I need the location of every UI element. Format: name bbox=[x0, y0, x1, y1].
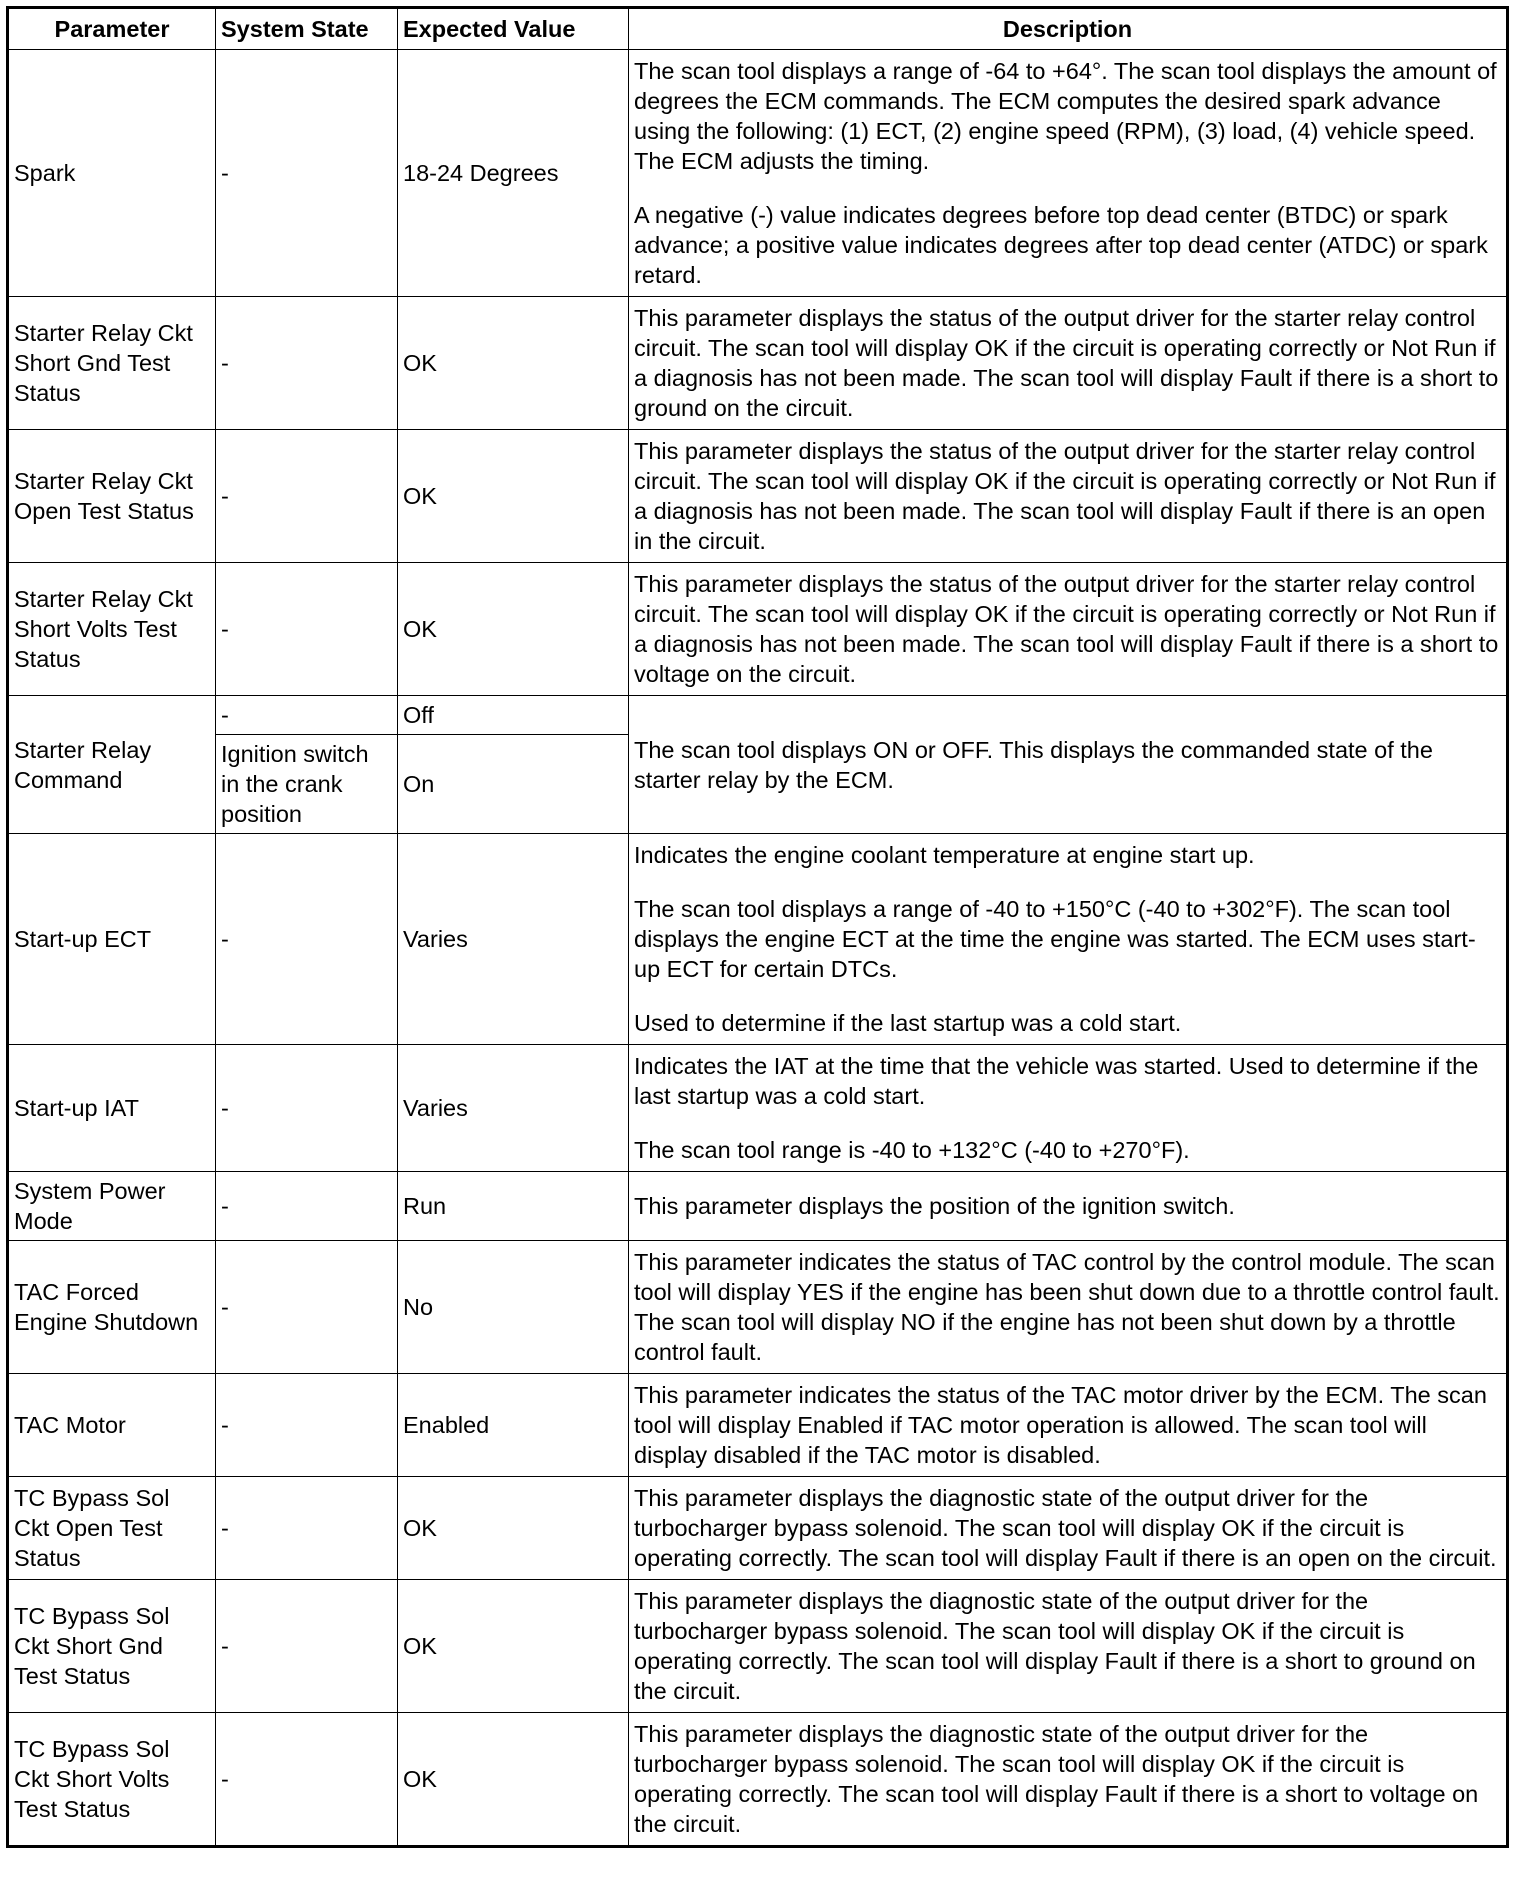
cell-system-state: - bbox=[216, 1477, 398, 1580]
description-paragraph: This parameter displays the diagnostic state of the output driver for the turbocharger bypass solenoid. The scan tool will display OK if the circuit is operating correctly. The scan tool will display Fault if there is a short to voltage on the circuit. bbox=[634, 1721, 1479, 1837]
cell-system-state: - bbox=[216, 297, 398, 430]
description-paragraph: A negative (-) value indicates degrees before top dead center (BTDC) or spark advance; a positive value indicates degrees after top dead center (ATDC) or spark retard. bbox=[634, 202, 1488, 288]
cell-expected-value: Varies bbox=[398, 1045, 629, 1172]
header-parameter: Parameter bbox=[8, 8, 216, 50]
cell-system-state: - bbox=[216, 834, 398, 1045]
description-paragraph: This parameter indicates the status of the TAC motor driver by the ECM. The scan tool will display Enabled if TAC motor operation is allowed. The scan tool will display disabled if the TAC motor is disabled. bbox=[634, 1382, 1487, 1468]
cell-expected-value: OK bbox=[398, 563, 629, 696]
cell-expected-value: OK bbox=[398, 297, 629, 430]
cell-system-state: - bbox=[216, 430, 398, 563]
cell-description bbox=[629, 1374, 1508, 1477]
description-paragraph: The scan tool range is -40 to +132°C (-40 to +270°F). bbox=[634, 1137, 1190, 1163]
cell-description bbox=[629, 834, 1508, 1045]
description-paragraph: The scan tool displays ON or OFF. This displays the commanded state of the starter relay by the ECM. bbox=[634, 736, 1433, 793]
cell-parameter: Starter Relay Ckt Short Volts Test Status bbox=[8, 563, 216, 696]
description-paragraph: Used to determine if the last startup was a cold start. bbox=[634, 1010, 1182, 1036]
table-row bbox=[8, 1477, 1508, 1580]
cell-description bbox=[629, 563, 1508, 696]
table-row bbox=[8, 1580, 1508, 1713]
description-paragraph: This parameter displays the status of the output driver for the starter relay control circuit. The scan tool will display OK if the circuit is operating correctly or Not Run if a diagnosis has not been made. The scan tool will display Fault if there is a short to ground on the circuit. bbox=[634, 305, 1499, 421]
table-row bbox=[8, 1374, 1508, 1477]
description-paragraph: This parameter displays the status of the output driver for the starter relay control circuit. The scan tool will display OK if the circuit is operating correctly or Not Run if a diagnosis has not been made. The scan tool will display Fault if there is a short to voltage on the circuit. bbox=[634, 571, 1499, 687]
header-row bbox=[8, 8, 1508, 50]
cell-parameter: TC Bypass Sol Ckt Short Volts Test Status bbox=[8, 1713, 216, 1847]
cell-expected-value: Run bbox=[398, 1172, 629, 1241]
cell-system-state: - bbox=[216, 50, 398, 297]
cell-description bbox=[629, 696, 1508, 834]
header-expected-value: Expected Value bbox=[398, 8, 629, 50]
cell-parameter: TAC Forced Engine Shutdown bbox=[8, 1241, 216, 1374]
cell-description bbox=[629, 430, 1508, 563]
cell-description bbox=[629, 1713, 1508, 1847]
cell-parameter: Start-up ECT bbox=[8, 834, 216, 1045]
cell-system-state: - bbox=[216, 563, 398, 696]
header-system-state: System State bbox=[216, 8, 398, 50]
table-row bbox=[8, 297, 1508, 430]
table-row bbox=[8, 1241, 1508, 1374]
cell-expected-value: Off bbox=[398, 696, 629, 735]
cell-parameter: Spark bbox=[8, 50, 216, 297]
table-row bbox=[8, 1713, 1508, 1847]
cell-parameter: TAC Motor bbox=[8, 1374, 216, 1477]
cell-system-state: - bbox=[216, 1241, 398, 1374]
cell-system-state: Ignition switch in the crank position bbox=[216, 735, 398, 834]
parameter-table bbox=[6, 6, 1509, 1848]
description-paragraph: This parameter indicates the status of TAC control by the control module. The scan tool will display YES if the engine has been shut down due to a throttle control fault. The scan tool will display NO if the engine has not been shut down by a throttle control fault. bbox=[634, 1249, 1500, 1365]
cell-expected-value: OK bbox=[398, 1580, 629, 1713]
cell-system-state: - bbox=[216, 1580, 398, 1713]
cell-description bbox=[629, 50, 1508, 297]
cell-expected-value: Varies bbox=[398, 834, 629, 1045]
description-paragraph: Indicates the IAT at the time that the vehicle was started. Used to determine if the last startup was a cold start. bbox=[634, 1053, 1479, 1109]
cell-expected-value: OK bbox=[398, 1477, 629, 1580]
table-row bbox=[8, 696, 1508, 735]
description-paragraph: The scan tool displays a range of -40 to +150°C (-40 to +302°F). The scan tool displays the engine ECT at the time the engine was started. The ECM uses start-up ECT for certain DTCs. bbox=[634, 896, 1476, 982]
description-paragraph: The scan tool displays a range of -64 to +64°. The scan tool displays the amount of degrees the ECM commands. The ECM computes the desired spark advance using the following: (1) ECT, (2) engine speed (RPM), (3) load, (4) vehicle speed. The ECM adjusts the timing. bbox=[634, 58, 1497, 174]
description-paragraph: Indicates the engine coolant temperature at engine start up. bbox=[634, 842, 1255, 868]
table-row bbox=[8, 834, 1508, 1045]
cell-description bbox=[629, 1045, 1508, 1172]
cell-description bbox=[629, 297, 1508, 430]
cell-parameter: TC Bypass Sol Ckt Open Test Status bbox=[8, 1477, 216, 1580]
description-paragraph: This parameter displays the diagnostic state of the output driver for the turbocharger bypass solenoid. The scan tool will display OK if the circuit is operating correctly. The scan tool will display Fault if there is an open on the circuit. bbox=[634, 1485, 1497, 1571]
description-paragraph: This parameter displays the diagnostic state of the output driver for the turbocharger bypass solenoid. The scan tool will display OK if the circuit is operating correctly. The scan tool will display Fault if there is a short to ground on the circuit. bbox=[634, 1588, 1476, 1704]
cell-expected-value: No bbox=[398, 1241, 629, 1374]
table-row bbox=[8, 430, 1508, 563]
cell-expected-value: OK bbox=[398, 1713, 629, 1847]
cell-parameter: Starter Relay Command bbox=[8, 696, 216, 834]
description-paragraph: This parameter displays the position of the ignition switch. bbox=[634, 1193, 1235, 1219]
cell-expected-value: On bbox=[398, 735, 629, 834]
cell-description bbox=[629, 1172, 1508, 1241]
cell-system-state: - bbox=[216, 1713, 398, 1847]
cell-expected-value: OK bbox=[398, 430, 629, 563]
header-description: Description bbox=[629, 8, 1508, 50]
cell-expected-value: 18-24 Degrees bbox=[398, 50, 629, 297]
cell-parameter: Start-up IAT bbox=[8, 1045, 216, 1172]
table-row bbox=[8, 1045, 1508, 1172]
cell-description bbox=[629, 1580, 1508, 1713]
cell-system-state: - bbox=[216, 1374, 398, 1477]
table-row bbox=[8, 1172, 1508, 1241]
cell-parameter: Starter Relay Ckt Short Gnd Test Status bbox=[8, 297, 216, 430]
cell-system-state: - bbox=[216, 1045, 398, 1172]
table-row bbox=[8, 563, 1508, 696]
cell-expected-value: Enabled bbox=[398, 1374, 629, 1477]
description-paragraph: This parameter displays the status of the output driver for the starter relay control circuit. The scan tool will display OK if the circuit is operating correctly or Not Run if a diagnosis has not been made. The scan tool will display Fault if there is an open in the circuit. bbox=[634, 438, 1496, 554]
cell-description bbox=[629, 1241, 1508, 1374]
cell-system-state: - bbox=[216, 696, 398, 735]
cell-parameter: TC Bypass Sol Ckt Short Gnd Test Status bbox=[8, 1580, 216, 1713]
table-row bbox=[8, 50, 1508, 297]
cell-system-state: - bbox=[216, 1172, 398, 1241]
cell-description bbox=[629, 1477, 1508, 1580]
cell-parameter: Starter Relay Ckt Open Test Status bbox=[8, 430, 216, 563]
cell-parameter: System Power Mode bbox=[8, 1172, 216, 1241]
